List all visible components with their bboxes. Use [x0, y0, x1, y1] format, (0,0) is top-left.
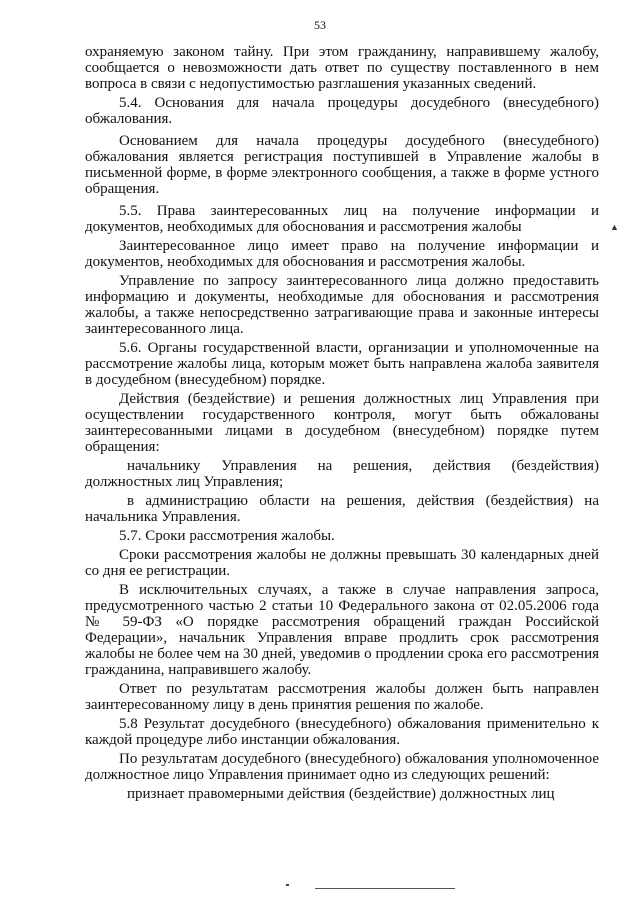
document-body: [85, 44, 599, 805]
paragraph: 5.6. Органы государственной власти, организации и уполномоченные на рассмотрение жалобы лица, которым может быть направлена жалоба заявителя в досудебном (внесудебном) порядке.: [85, 340, 599, 388]
paragraph: Ответ по результатам рассмотрения жалобы должен быть направлен заинтересованному лицу в день принятия решения по жалобе.: [85, 681, 599, 713]
scan-speck: [286, 884, 289, 886]
paragraph: 5.4. Основания для начала процедуры досудебного (внесудебного) обжалования.: [85, 95, 599, 127]
page-number: 53: [314, 18, 326, 32]
paragraph: Основанием для начала процедуры досудебного (внесудебного) обжалования является регистрация поступившей в Управление жалобы в письменной форме, в форме электронного сообщения, а также в форме устного обращения.: [85, 133, 599, 197]
paragraph: 5.7. Сроки рассмотрения жалобы.: [119, 528, 335, 544]
paragraph: 5.8 Результат досудебного (внесудебного) обжалования применительно к каждой процедуре либо инстанции обжалования.: [85, 716, 599, 748]
paragraph: Действия (бездействие) и решения должностных лиц Управления при осуществлении государственного контроля, могут быть обжалованы заинтересованными лицами в досудебном (внесудебном) порядке путем обращения:: [85, 391, 599, 455]
paragraph: Заинтересованное лицо имеет право на получение информации и документов, необходимых для обоснования и рассмотрения жалобы.: [85, 238, 599, 270]
paragraph: В исключительных случаях, а также в случае направления запроса, предусмотренного частью 2 статьи 10 Федерального закона от 02.05.2006 года № 59-ФЗ «О порядке рассмотрения обращений граждан Российской Федерации», начальник Управления вправе продлить срок рассмотрения жалобы не более чем на 30 дней, уведомив о продлении срока его рассмотрения гражданина, направившего жалобу.: [85, 582, 599, 678]
margin-mark-icon: ▲: [610, 222, 619, 232]
paragraph: начальнику Управления на решения, действия (бездействия) должностных лиц Управления;: [85, 458, 599, 490]
paragraph: Управление по запросу заинтересованного лица должно предоставить информацию и документы, необходимые для обоснования и рассмотрения жалобы, а также непосредственно затрагивающие права и законные интересы заинтересованного лица.: [85, 273, 599, 337]
paragraph: охраняемую законом тайну. При этом гражданину, направившему жалобу, сообщается о невозможности дать ответ по существу поставленного в нем вопроса в связи с недопустимостью разглашения указанных сведений.: [85, 44, 599, 92]
paragraph: признает правомерными действия (бездействие) должностных лиц: [127, 786, 555, 802]
footer-rule: [315, 888, 455, 889]
paragraph: По результатам досудебного (внесудебного) обжалования уполномоченное должностное лицо Управления принимает одно из следующих решений:: [85, 751, 599, 783]
paragraph: 5.5. Права заинтересованных лиц на получение информации и документов, необходимых для обоснования и рассмотрения жалобы: [85, 203, 599, 235]
paragraph: в администрацию области на решения, действия (бездействия) на начальника Управления.: [85, 493, 599, 525]
paragraph: Сроки рассмотрения жалобы не должны превышать 30 календарных дней со дня ее регистрации.: [85, 547, 599, 579]
